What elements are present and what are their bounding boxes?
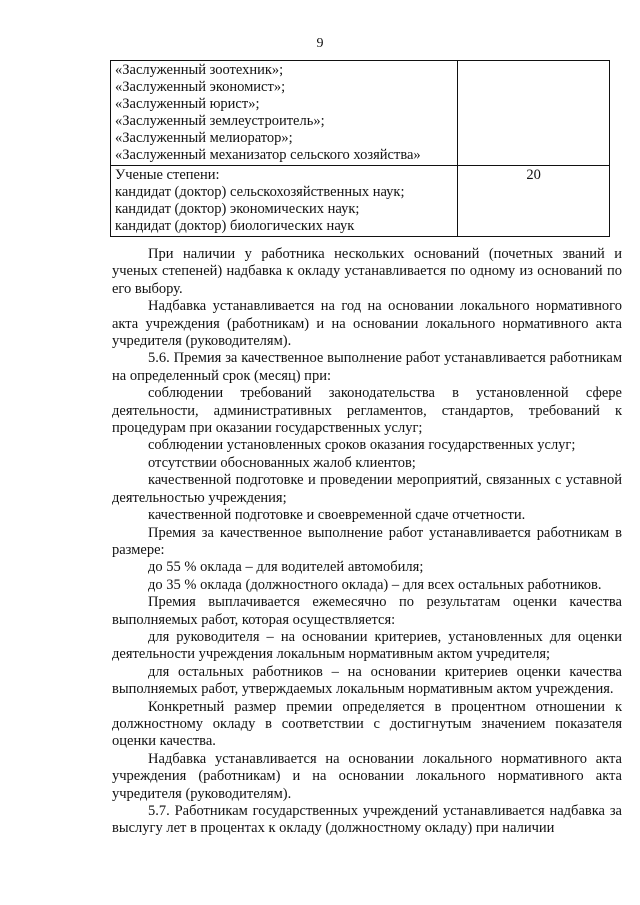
award-table — [110, 60, 610, 237]
table-cell-line: «Заслуженный землеустроитель»; — [115, 113, 325, 129]
paragraph: Премия выплачивается ежемесячно по результатам оценки качества выполняемых работ, которая осуществляется: — [112, 594, 622, 628]
paragraph: соблюдении установленных сроков оказания государственных услуг; — [148, 437, 576, 454]
paragraph: 5.7. Работникам государственных учреждений устанавливается надбавка за выслугу лет в процентах к окладу (должностному окладу) при наличии — [112, 803, 622, 837]
table-cell-value — [458, 61, 610, 166]
paragraph: для остальных работников – на основании критериев оценки качества выполняемых работ, утверждаемых локальным нормативным актом учреждения. — [112, 663, 622, 698]
table-cell-line: кандидат (доктор) биологических наук — [115, 218, 355, 234]
table-cell-line: «Заслуженный экономист»; — [115, 79, 286, 95]
table-row — [111, 61, 610, 166]
table-cell-value: 20 — [458, 166, 610, 237]
table-row — [111, 166, 610, 237]
paragraph: до 55 % оклада – для водителей автомобиля; — [148, 559, 424, 576]
table-cell-line: кандидат (доктор) сельскохозяйственных наук; — [115, 184, 405, 200]
paragraph: Надбавка устанавливается на год на основании локального нормативного акта учреждения (работникам) и на основании локального нормативного акта учредителя (руководителям). — [112, 298, 622, 350]
table-cell-line: Ученые степени: — [115, 167, 220, 183]
table-cell-line: «Заслуженный мелиоратор»; — [115, 130, 293, 146]
paragraph: отсутствии обоснованных жалоб клиентов; — [148, 454, 416, 471]
paragraph: качественной подготовке и проведении мероприятий, связанных с уставной деятельностью учреждения; — [112, 472, 622, 506]
paragraph: При наличии у работника нескольких оснований (почетных званий и ученых степеней) надбавка к окладу устанавливается по одному из оснований по его выбору. — [112, 246, 622, 297]
paragraph: для руководителя – на основании критериев, установленных для оценки деятельности учреждения локальным нормативным актом учредителя; — [112, 628, 622, 663]
paragraph: Премия за качественное выполнение работ устанавливается работникам в размере: — [112, 524, 622, 558]
table-cell-line: кандидат (доктор) экономических наук; — [115, 201, 360, 217]
table-cell-degrees — [111, 166, 458, 237]
page-number: 9 — [316, 36, 324, 51]
paragraph: до 35 % оклада (должностного оклада) – для всех остальных работников. — [148, 576, 602, 593]
paragraph: Надбавка устанавливается на основании локального нормативного акта учреждения (работникам) и на основании локального нормативного акта учредителя (руководителям). — [112, 750, 622, 802]
paragraph: 5.6. Премия за качественное выполнение работ устанавливается работникам на определенный срок (месяц) при: — [112, 350, 622, 384]
document-body — [112, 246, 622, 838]
paragraph: соблюдении требований законодательства в установленной сфере деятельности, административных регламентов, стандартов, требований к процедурам при оказании государственных услуг; — [112, 385, 622, 437]
table-cell-line: «Заслуженный механизатор сельского хозяйства» — [115, 147, 421, 163]
table-cell-line: «Заслуженный зоотехник»; — [115, 62, 284, 78]
paragraph: качественной подготовке и своевременной сдаче отчетности. — [148, 507, 526, 524]
table-cell-line: «Заслуженный юрист»; — [115, 96, 260, 112]
table-cell-titles — [111, 61, 458, 166]
paragraph: Конкретный размер премии определяется в процентном отношении к должностному окладу в соответствии с достигнутым значением показателя оценки качества. — [112, 698, 622, 750]
